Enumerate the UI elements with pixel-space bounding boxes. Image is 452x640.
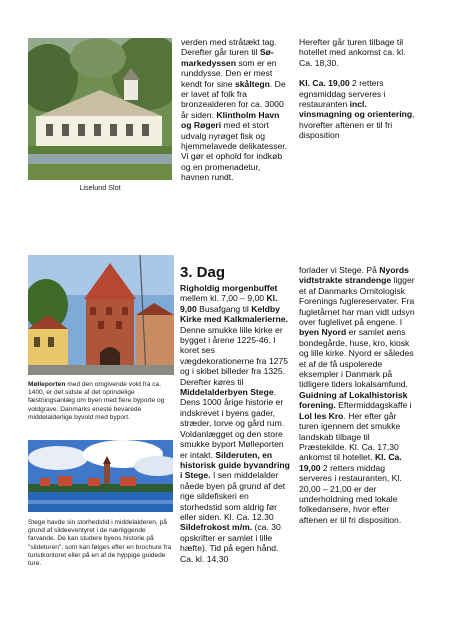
bold-text-run: Sildefrokost m/m. <box>180 522 253 533</box>
bold-text-run: skåltegn <box>234 78 270 89</box>
text-run: (ca. 30 opskrifter er samlet i lille hæfte). Tid på egen hånd. Ca. kl. 14,30 <box>180 522 281 564</box>
top-column-2 <box>181 37 290 183</box>
molleporten-photo <box>28 255 174 375</box>
text-run: Busafgang til <box>196 303 252 314</box>
bold-text-run: Kl. Ca. 19,00 <box>299 452 402 473</box>
bold-text-run: Klintholm Havn og Røgeri <box>181 109 280 131</box>
text-run: ligger et af Danmarks Ornitologisk Forenings fuglereservater. Fra fugletårnet har man vidt udsyn over fuglelivet på engene. I <box>299 275 415 328</box>
bold-text-run: Middelalderbyen Stege <box>180 387 274 398</box>
text-run: verden med stråtækt tag. Derefter går turen til <box>181 37 277 58</box>
top-col2-paragraph <box>181 37 290 183</box>
text-run: . De er lavet af folk fra bronzealderen for ca. 3000 år siden. <box>181 78 286 120</box>
bold-text-run: Righoldig morgenbuffet <box>180 283 278 293</box>
bold-text-run: incl. vinsmagning og orientering <box>299 99 413 120</box>
bold-text-run: Keldby Kirke med Kalkmalerierne. <box>180 303 288 325</box>
molleporten-caption <box>28 381 175 422</box>
stege-photo <box>28 440 173 512</box>
top-column-3 <box>299 37 417 141</box>
stege-caption: Stege havde sin storhedstid i middelalderen, på grund af sildeeventyret i de nærliggende farvande. De kan studere byens historie på "sildeturen", som kan følges efter en brochure fra turistkontoret eller på en af de hyppige guidede ture. <box>28 519 172 568</box>
text-run: . Dens 1000 årige historie er indskrevet i byens gader, stræder, torve og gård rum. Voldanlægget og den store smukke byport Mølleporten er intakt. <box>180 387 285 460</box>
bold-text-run: Silderuten, en historisk guide byvandring i Stege. <box>180 449 290 481</box>
text-run: 2 retters egnsmiddag serveres i restauranten <box>299 78 386 110</box>
day-heading-text: 3. Dag <box>180 264 226 281</box>
bottom-col3-paragraph <box>299 265 417 525</box>
bold-text-run: Kl. 9,00 <box>180 293 278 314</box>
text-run: med et stort udvalg nyrøget fisk og hjemmelavede delikatesser. Vi gør et ophold for indkøb og en promenadetur, havnen rundt. <box>181 120 288 183</box>
top-col3-paragraph-2 <box>299 78 417 140</box>
text-run: Eftermiddagskaffe i <box>335 400 412 411</box>
text-run: , hvorefter aftenen er til fri disposition <box>299 109 415 141</box>
text-run: Denne smukke lille kirke er bygget i årene 1225-46. I koret ses vægdekorationerne fra 1275 og i skibet billeder fra 1325. Derefter køres til <box>180 324 288 387</box>
day-3-heading <box>180 264 290 282</box>
text-run: forlader vi Stege. På <box>299 265 380 275</box>
bold-text-run: byen Nyord <box>299 327 347 338</box>
bottom-column-2 <box>180 283 291 564</box>
bottom-col2-paragraph <box>180 283 291 564</box>
text-run: 2 retters middag serveres i restauranten, Kl. 20,00 – 21,00 er der underholdning med lokale folkedansere, hvor efter aftenen er til fri disposition. <box>299 462 402 525</box>
bold-text-run: Sø-markedyssen <box>181 47 274 68</box>
bold-text-run: Kl. Ca. 19,00 <box>299 78 350 89</box>
photo-caption: Liselund Slot <box>79 183 121 192</box>
liselund-slot-photo <box>28 38 172 180</box>
text-run: som er en runddysse. Den er mest kendt for sine <box>181 57 277 89</box>
text-run: med den omgivende vold fra ca. 1400, er det sidste af det oprindelige fæstningsanlæg om byen med flere byporte og voldgrave. Danmarks eneste bevarede middelalderlige byvold med byport. <box>28 381 165 421</box>
text-run: er samlet øens bondegårde, huse, kro, kiosk og lille kirke. Nyord er således et af de få uspolerede eksempler i Danmark på tidligere tiders lokalsamfund. <box>299 327 414 390</box>
text-run: mellem kl. 7,00 – 9,00 <box>180 293 267 304</box>
text-run: . Her efter går turen igennem det smukke landskab tilbage til Præstekilde. Kl. Ca. 17,30 ankomst til hotellet. <box>299 410 401 463</box>
text-run: I sen middelalder nåede byen på grund af det rige sildefiskeri en storhedstid som aldrig før eller siden. Kl. Ca. 12.30 <box>180 470 286 522</box>
bottom-column-3 <box>299 265 417 525</box>
bold-text-run: Mølleporten <box>28 381 66 388</box>
bold-text-run: Lol les Kro <box>299 410 344 421</box>
bold-text-run: Guidning af Lokalhistorisk forening. <box>299 389 408 411</box>
bold-text-run: Nyords vidtstrakte strandenge <box>299 265 409 286</box>
top-col3-paragraph-1: Herefter går turen tilbage til hotellet med ankomst ca. kl. Ca. 18,30. <box>299 37 406 68</box>
